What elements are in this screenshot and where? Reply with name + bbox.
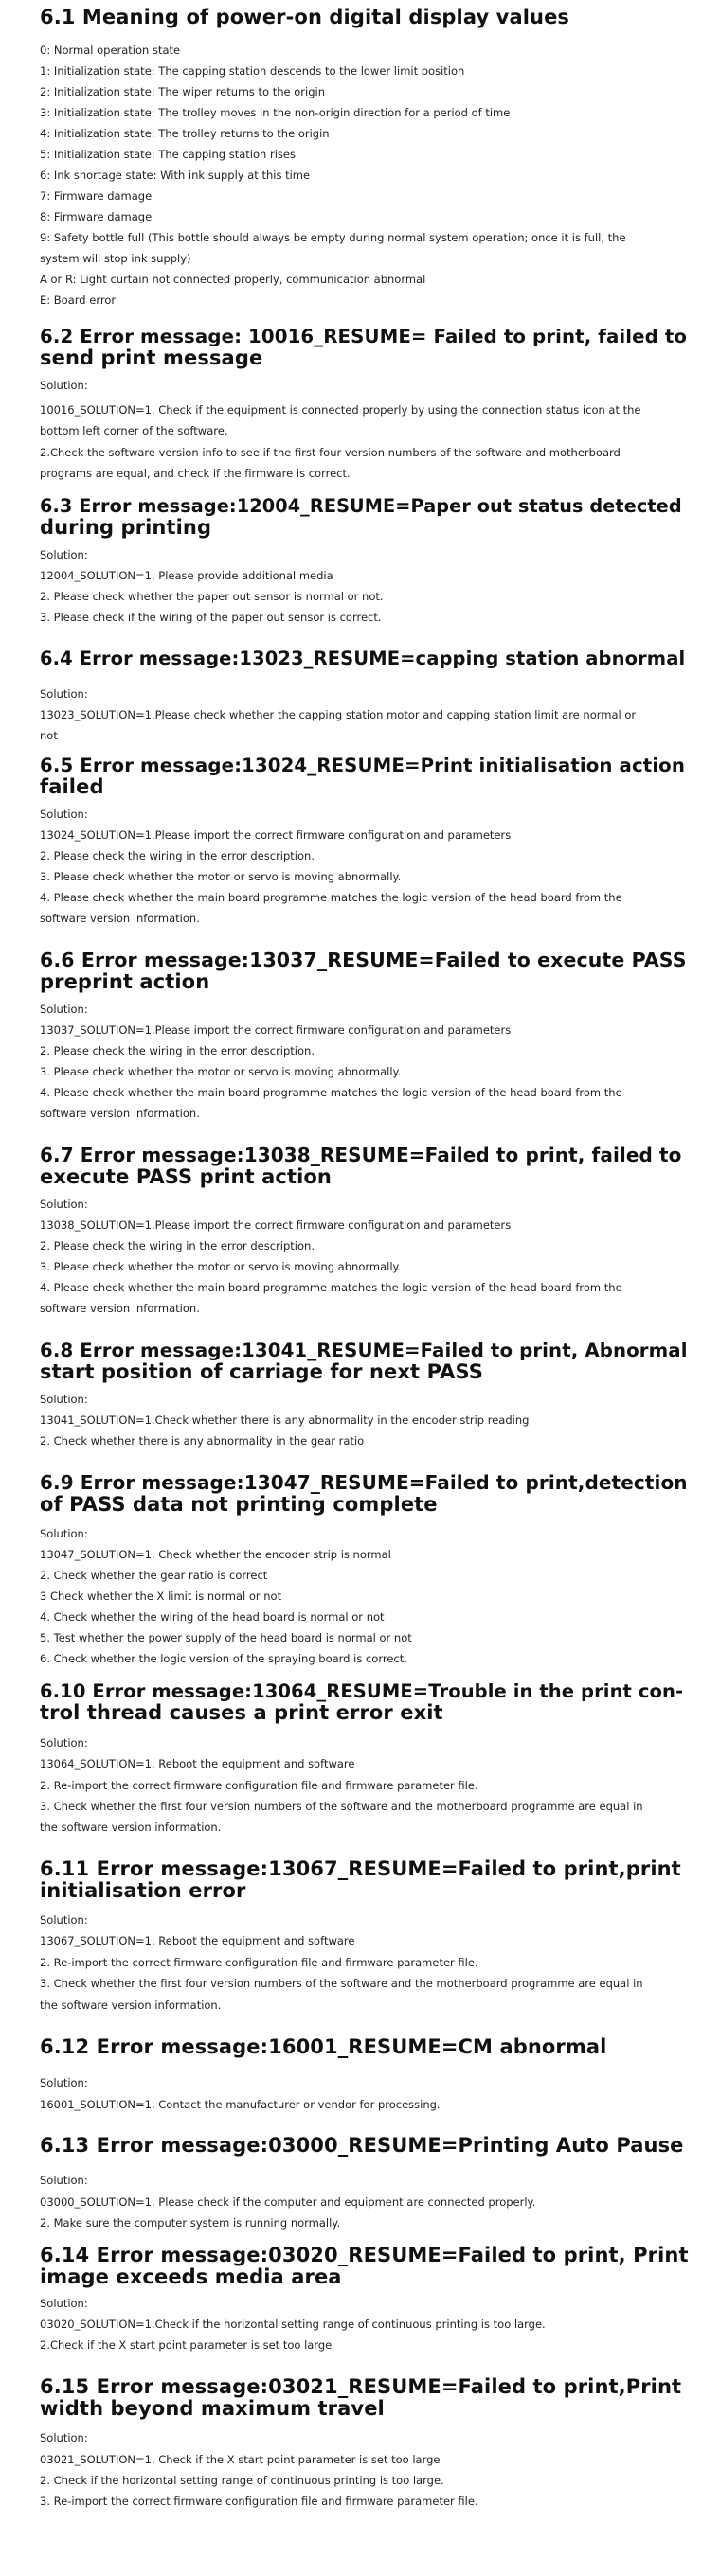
body-line: 4: Initialization state: The trolley returns to the origin — [40, 127, 330, 140]
section-heading-continued: execute PASS print action — [40, 1165, 332, 1188]
body-line: 0: Normal operation state — [40, 44, 181, 57]
body-line: 3 Check whether the X limit is normal or not — [40, 1590, 282, 1603]
section-heading-continued: start position of carriage for next PASS — [40, 1360, 483, 1383]
body-line: 2. Check whether there is any abnormality in the gear ratio — [40, 1434, 365, 1448]
solution-label: Solution: — [40, 1003, 88, 1016]
body-line: 2. Please check whether the paper out sensor is normal or not. — [40, 590, 384, 603]
section-heading: 6.13 Error message:03000_RESUME=Printing Auto Pause — [40, 2134, 684, 2157]
section-heading-continued: send print message — [40, 346, 263, 369]
section-heading: 6.15 Error message:03021_RESUME=Failed to print,Print — [40, 2375, 682, 2398]
body-line: 2.Check if the X start point parameter is set too large — [40, 2338, 333, 2352]
body-line: 9: Safety bottle full (This bottle should always be empty during normal system operation; once it is full, the — [40, 231, 626, 244]
body-line: 4. Please check whether the main board programme matches the logic version of the head board from the — [40, 1086, 622, 1099]
section-heading-continued: of PASS data not printing complete — [40, 1493, 438, 1516]
section-heading-continued: trol thread causes a print error exit — [40, 1701, 443, 1724]
body-line: 13067_SOLUTION=1. Reboot the equipment and software — [40, 1934, 355, 1947]
body-line: 13024_SOLUTION=1.Please import the correct firmware configuration and parameters — [40, 828, 512, 842]
section-heading: 6.10 Error message:13064_RESUME=Trouble in the print con- — [40, 1680, 684, 1702]
body-line: 2. Please check the wiring in the error description. — [40, 849, 315, 862]
body-line: 6: Ink shortage state: With ink supply at this time — [40, 169, 311, 182]
body-line: 3. Check whether the first four version numbers of the software and the motherboard programme are equal in — [40, 1977, 643, 1990]
section-heading-continued: initialisation error — [40, 1879, 246, 1902]
body-line: 3. Please check whether the motor or servo is moving abnormally. — [40, 1260, 402, 1273]
solution-label: Solution: — [40, 2174, 88, 2187]
body-line: 3. Please check whether the motor or servo is moving abnormally. — [40, 870, 402, 883]
solution-label: Solution: — [40, 1913, 88, 1927]
body-line: E: Board error — [40, 293, 117, 307]
body-line: 4. Please check whether the main board programme matches the logic version of the head board from the — [40, 1281, 622, 1294]
solution-label: Solution: — [40, 2431, 88, 2444]
section-heading-continued: image exceeds media area — [40, 2265, 342, 2288]
body-line: 13038_SOLUTION=1.Please import the correct firmware configuration and parameters — [40, 1218, 512, 1232]
body-line: 3. Re-import the correct firmware configuration file and firmware parameter file. — [40, 2495, 478, 2508]
body-line: 2. Check whether the gear ratio is correct — [40, 1569, 268, 1582]
body-line: 10016_SOLUTION=1. Check if the equipment is connected properly by using the connection status icon at the — [40, 403, 641, 417]
body-line: 13023_SOLUTION=1.Please check whether the capping station motor and capping station limit are normal or — [40, 708, 637, 721]
body-line: bottom left corner of the software. — [40, 424, 228, 437]
body-line: 4. Check whether the wiring of the head board is normal or not — [40, 1610, 385, 1624]
body-line: the software version information. — [40, 1821, 222, 1834]
body-line: 8: Firmware damage — [40, 210, 153, 223]
solution-label: Solution: — [40, 1393, 88, 1406]
body-line: 16001_SOLUTION=1. Contact the manufacturer or vendor for processing. — [40, 2098, 441, 2111]
body-line: 13064_SOLUTION=1. Reboot the equipment and software — [40, 1757, 355, 1770]
body-line: 03021_SOLUTION=1. Check if the X start point parameter is set too large — [40, 2453, 441, 2466]
section-heading: 6.9 Error message:13047_RESUME=Failed to print,detection — [40, 1471, 688, 1494]
solution-label: Solution: — [40, 808, 88, 821]
body-line: 2.Check the software version info to see if the first four version numbers of the software and motherboard — [40, 446, 621, 459]
body-line: programs are equal, and check if the firmware is correct. — [40, 467, 351, 480]
body-line: 2: Initialization state: The wiper returns to the origin — [40, 85, 325, 98]
section-heading: 6.14 Error message:03020_RESUME=Failed to print, Print — [40, 2244, 689, 2266]
body-line: 4. Please check whether the main board programme matches the logic version of the head board from the — [40, 891, 622, 904]
body-line: 1: Initialization state: The capping station descends to the lower limit position — [40, 64, 465, 78]
body-line: 03000_SOLUTION=1. Please check if the computer and equipment are connected properly. — [40, 2195, 536, 2209]
section-heading-continued: failed — [40, 775, 104, 798]
body-line: 5. Test whether the power supply of the head board is normal or not — [40, 1631, 412, 1644]
section-heading: 6.7 Error message:13038_RESUME=Failed to print, failed to — [40, 1144, 682, 1166]
section-heading: 6.3 Error message:12004_RESUME=Paper out status detected — [40, 495, 682, 517]
body-line: 03020_SOLUTION=1.Check if the horizontal setting range of continuous printing is too large. — [40, 2318, 546, 2331]
body-line: 13041_SOLUTION=1.Check whether there is any abnormality in the encoder strip reading — [40, 1413, 530, 1427]
section-heading-continued: preprint action — [40, 970, 210, 993]
body-line: 2. Please check the wiring in the error description. — [40, 1044, 315, 1057]
body-line: software version information. — [40, 912, 200, 925]
solution-label: Solution: — [40, 687, 88, 701]
section-heading: 6.4 Error message:13023_RESUME=capping station abnormal — [40, 648, 686, 669]
body-line: 6. Check whether the logic version of the spraying board is correct. — [40, 1652, 407, 1665]
body-line: software version information. — [40, 1302, 200, 1315]
section-heading: 6.11 Error message:13067_RESUME=Failed to print,print — [40, 1857, 681, 1880]
body-line: 3. Please check if the wiring of the paper out sensor is correct. — [40, 611, 382, 624]
solution-label: Solution: — [40, 548, 88, 561]
body-line: 2. Please check the wiring in the error description. — [40, 1239, 315, 1252]
solution-label: Solution: — [40, 379, 88, 392]
section-heading-continued: width beyond maximum travel — [40, 2397, 385, 2420]
section-heading: 6.5 Error message:13024_RESUME=Print initialisation action — [40, 755, 686, 776]
body-line: system will stop ink supply) — [40, 252, 191, 265]
body-line: 5: Initialization state: The capping station rises — [40, 148, 296, 161]
section-heading: 6.6 Error message:13037_RESUME=Failed to execute PASS — [40, 949, 687, 971]
body-line: software version information. — [40, 1107, 200, 1120]
body-line: 3. Please check whether the motor or servo is moving abnormally. — [40, 1065, 402, 1078]
section-heading-continued: during printing — [40, 516, 212, 539]
section-heading: 6.1 Meaning of power-on digital display values — [40, 6, 570, 28]
body-line: 2. Re-import the correct firmware configuration file and firmware parameter file. — [40, 1956, 478, 1969]
body-line: 2. Check if the horizontal setting range of continuous printing is too large. — [40, 2474, 444, 2487]
body-line: 12004_SOLUTION=1. Please provide additional media — [40, 569, 333, 582]
solution-label: Solution: — [40, 2076, 88, 2089]
body-line: A or R: Light curtain not connected properly, communication abnormal — [40, 273, 426, 286]
body-line: 2. Make sure the computer system is running normally. — [40, 2216, 341, 2230]
section-heading: 6.12 Error message:16001_RESUME=CM abnormal — [40, 2035, 607, 2058]
section-heading: 6.8 Error message:13041_RESUME=Failed to print, Abnormal — [40, 1340, 688, 1361]
solution-label: Solution: — [40, 1736, 88, 1750]
body-line: 2. Re-import the correct firmware configuration file and firmware parameter file. — [40, 1779, 478, 1792]
body-line: 13037_SOLUTION=1.Please import the correct firmware configuration and parameters — [40, 1023, 512, 1037]
body-line: 3: Initialization state: The trolley moves in the non-origin direction for a period of time — [40, 106, 511, 119]
solution-label: Solution: — [40, 1527, 88, 1540]
body-line: the software version information. — [40, 1999, 222, 2012]
section-heading: 6.2 Error message: 10016_RESUME= Failed to print, failed to — [40, 326, 688, 347]
body-line: 3. Check whether the first four version numbers of the software and the motherboard programme are equal in — [40, 1800, 643, 1813]
body-line: not — [40, 729, 58, 742]
body-line: 13047_SOLUTION=1. Check whether the encoder strip is normal — [40, 1548, 391, 1561]
solution-label: Solution: — [40, 1198, 88, 1211]
solution-label: Solution: — [40, 2297, 88, 2310]
body-line: 7: Firmware damage — [40, 189, 153, 203]
